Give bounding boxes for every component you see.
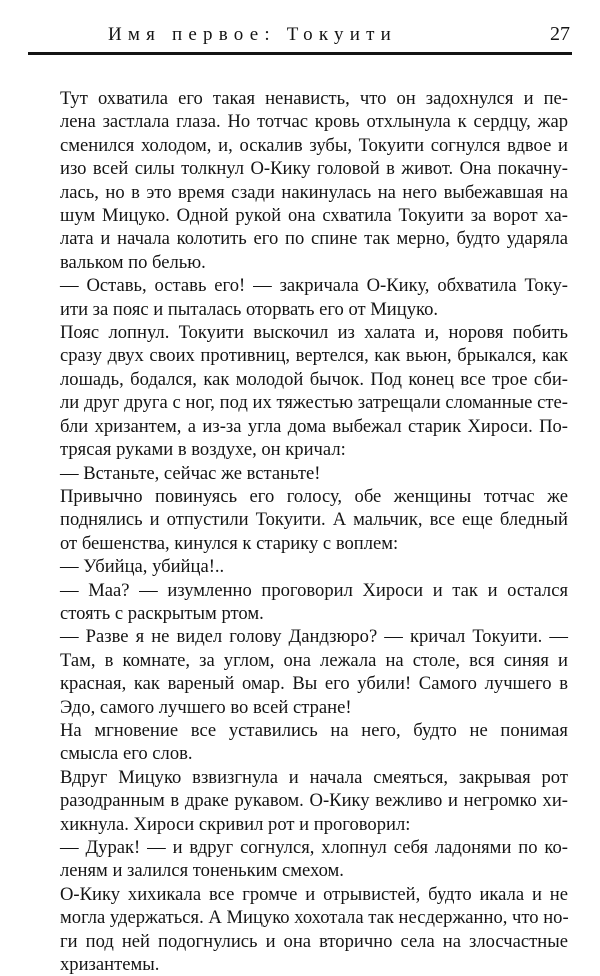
running-title: Имя первое: Токуити <box>108 24 397 45</box>
text-line: Тут охватила его такая ненависть, что он задохнулся и пе- <box>60 88 568 109</box>
text-line: лата и начала колотить его по спине так мерно, будто ударяла <box>60 228 568 250</box>
page-number: 27 <box>550 23 570 45</box>
text-line: лась, но в это время сзади накинулась на него выбежавшая на <box>60 181 568 203</box>
text-line: ли друг друга с ног, под их тяжестью затрещали сломанные сте- <box>60 392 568 414</box>
paragraph <box>60 462 568 485</box>
text-line: сразу двух своих противниц, вертелся, как вьюн, брыкался, как <box>60 345 568 367</box>
text-line: лена застлала глаза. Но тотчас кровь отхлынула к сердцу, жар <box>60 111 568 133</box>
text-line: сменился холодом, и, оскалив зубы, Токуити согнулся вдвое и <box>60 134 568 156</box>
text-line: могла удержаться. А Мицуко хохотала так несдержанно, что но- <box>60 907 569 929</box>
body-text <box>60 87 568 976</box>
paragraph <box>60 579 568 626</box>
text-line: Пояс лопнул. Токуити выскочил из халата и, норовя побить <box>60 322 568 344</box>
text-line: красная, как вареный омар. Вы его убили! Самого лучшего в <box>60 673 568 695</box>
paragraph <box>60 274 568 321</box>
text-line: ги под ней подогнулись и она вторично села на злосчастные <box>60 930 568 952</box>
text-line: вальком по белью. <box>60 251 206 273</box>
text-line: стоять с раскрытым ртом. <box>60 602 264 624</box>
text-line: от бешенства, кинулся к старику с воплем: <box>60 532 399 554</box>
text-line: Там, в комнате, за углом, она лежала на столе, вся синяя и <box>60 649 568 671</box>
text-line: О-Кику хихикала все громче и отрывистей, будто икала и не <box>60 883 568 905</box>
text-line: Привычно повинуясь его голосу, обе женщины тотчас же <box>60 485 568 507</box>
text-line: трясая руками в воздухе, он кричал: <box>60 439 346 461</box>
text-line: — Дурак! — и вдруг согнулся, хлопнул себя ладонями по ко- <box>60 837 568 858</box>
text-line: — Убийца, убийца!.. <box>60 556 225 578</box>
text-line: — Разве я не видел голову Дандзюро? — кричал Токуити. — <box>60 626 568 648</box>
text-line: хикнула. Хироси скривил рот и проговорил: <box>60 813 411 835</box>
paragraph <box>60 719 568 766</box>
running-header <box>28 14 572 54</box>
text-line: — Оставь, оставь его! — закричала О-Кику, обхватила Току- <box>60 275 568 297</box>
paragraph <box>60 555 568 578</box>
text-line: леням и залился тоненьким смехом. <box>60 860 344 882</box>
paragraph <box>60 766 568 836</box>
text-line: — Встаньте, сейчас же встаньте! <box>60 462 321 484</box>
text-line: смысла его слов. <box>60 743 193 765</box>
text-line: — Маа? — изумленно проговорил Хироси и так и остался <box>60 579 568 601</box>
text-line: Эдо, самого лучшего во всей стране! <box>60 696 352 718</box>
text-line: лошадь, бодался, как молодой бычок. Под конец все трое сби- <box>60 368 568 390</box>
text-line: Вдруг Мицуко взвизгнула и начала смеяться, закрывая рот <box>60 766 568 788</box>
header-rule <box>28 52 572 55</box>
text-line: На мгновение все уставились на него, будто не понимая <box>60 719 568 741</box>
text-line: хризантемы. <box>60 954 160 976</box>
paragraph <box>60 625 568 719</box>
text-line: поднялись и отпустили Токуити. А мальчик, все еще бледный <box>60 509 568 531</box>
text-line: изо всей силы толкнул О-Кику головой в живот. Она покачну- <box>60 158 568 180</box>
paragraph <box>60 321 568 461</box>
paragraph <box>60 87 568 274</box>
paragraph <box>60 883 568 976</box>
paragraph <box>60 485 568 555</box>
text-line: бли хризантем, а из-за угла дома выбежал старик Хироси. По- <box>60 415 568 437</box>
text-line: разодранным в драке рукавом. О-Кику вежливо и негромко хи- <box>60 790 568 812</box>
paragraph <box>60 836 568 883</box>
text-line: ити за пояс и пыталась оторвать его от Мицуко. <box>60 298 439 320</box>
text-line: шум Мицуко. Одной рукой она схватила Токуити за ворот ха- <box>60 205 568 227</box>
